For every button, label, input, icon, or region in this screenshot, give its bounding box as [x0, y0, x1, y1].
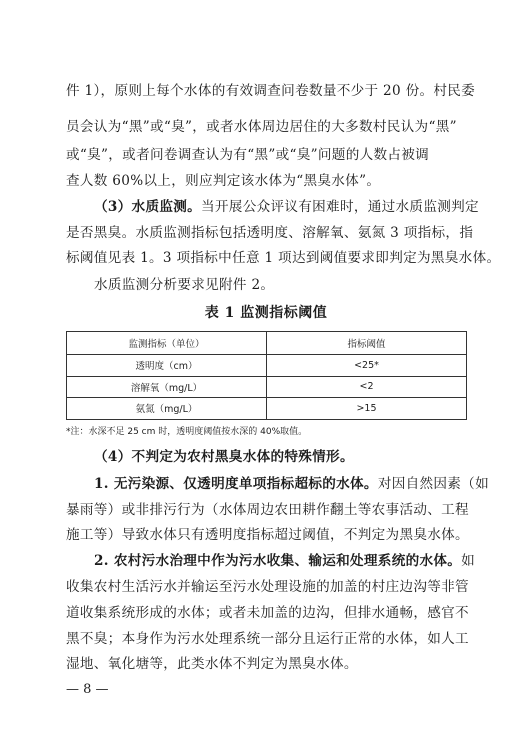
paragraph-line: 是否黑臭。水质监测指标包括透明度、溶解氧、氨氮 3 项指标，指 [66, 225, 474, 241]
paragraph-line: 收集农村生活污水并输运至污水处理设施的加盖的村庄边沟等非管 [66, 579, 469, 595]
paragraph-line: 暴雨等）或非排污行为（水体周边农田耕作翻土等农事活动、工程 [66, 502, 469, 518]
paragraph-line: 黑不臭；本身作为污水处理系统一部分且运行正常的水体，如人工 [66, 631, 469, 647]
threshold-table [66, 331, 467, 420]
section-3-text: 当开展公众评议有困难时，通过水质监测判定 [201, 199, 479, 215]
indicator-name: 溶解氧（mg/L） [67, 376, 267, 398]
item-2-line [94, 551, 474, 571]
table-note: *注：水深不足 25 cm 时，透明度阈值按水深的 40%取值。 [66, 427, 308, 437]
indicator-name: 透明度（cm） [67, 355, 267, 377]
table-row [67, 355, 467, 377]
table-row [67, 376, 467, 398]
header-threshold: 指标阈值 [267, 332, 467, 355]
item-1-text: 对因自然因素（如 [377, 476, 489, 492]
paragraph-line: 或“臭”，或者问卷调查认为有“黑”或“臭”问题的人数占被调 [66, 147, 430, 163]
paragraph-line: 标阈值见表 1。3 项指标中任意 1 项达到阈值要求即判定为黑臭水体。 [66, 250, 501, 266]
item-1-line [94, 474, 489, 494]
section-3-line [94, 197, 479, 217]
paragraph-line: 施工等）导致水体只有透明度指标超过阈值，不判定为黑臭水体。 [66, 527, 469, 543]
paragraph-line: 员会认为“黑”或“臭”，或者水体周边居住的大多数村民认为“黑” [66, 119, 457, 135]
item-2-heading: 2. 农村污水治理中作为污水收集、输运和处理系统的水体。 [94, 553, 462, 569]
indicator-name: 氨氮（mg/L） [67, 398, 267, 420]
paragraph-line: 道收集系统形成的水体；或者未加盖的边沟，但排水通畅，感官不 [66, 605, 469, 621]
section-3-heading: （3）水质监测。 [94, 199, 202, 215]
indicator-threshold: >15 [267, 398, 467, 420]
paragraph-line: 件 1），原则上每个水体的有效调查问卷数量不少于 20 份。村民委 [66, 83, 476, 99]
section-4-heading: （4）不判定为农村黑臭水体的特殊情形。 [94, 449, 354, 465]
paragraph-line: 湿地、氧化塘等，此类水体不判定为黑臭水体。 [66, 656, 358, 672]
item-1-heading: 1. 无污染源、仅透明度单项指标超标的水体。 [94, 476, 378, 492]
indicator-threshold: <2 [267, 376, 467, 398]
page-number: — 8 — [66, 682, 109, 697]
paragraph-line: 查人数 60%以上，则应判定该水体为“黑臭水体”。 [66, 173, 381, 189]
paragraph-line: 水质监测分析要求见附件 2。 [94, 277, 275, 293]
indicator-threshold: <25* [267, 355, 467, 377]
table-title: 表 1 监测指标阈值 [204, 305, 328, 321]
header-indicator: 监测指标（单位） [67, 332, 267, 355]
item-2-text: 如 [461, 553, 476, 569]
table-row [67, 398, 467, 420]
table-header-row [67, 332, 467, 355]
